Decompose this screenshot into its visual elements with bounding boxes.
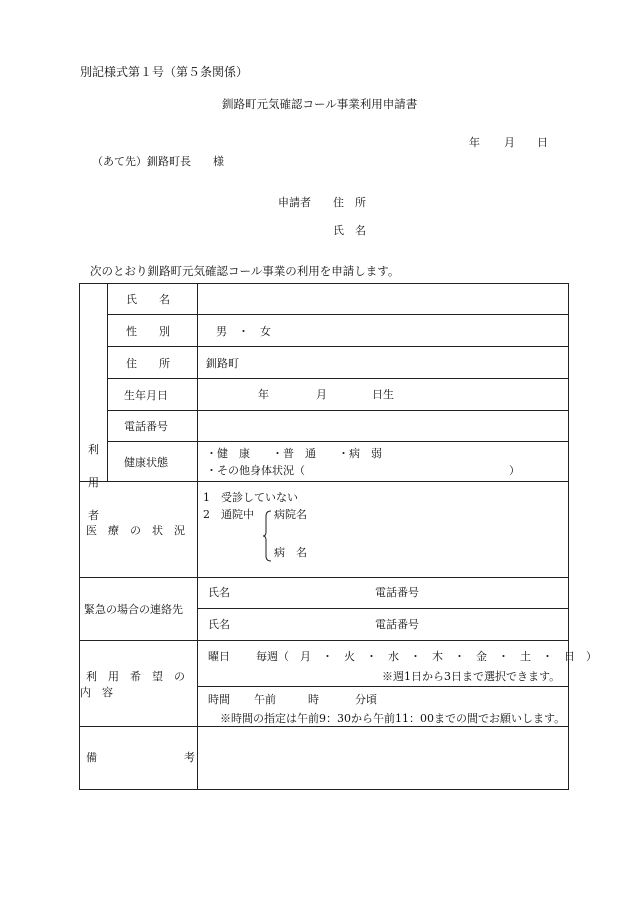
emergency-label: 緊急の場合の連絡先 bbox=[84, 603, 183, 616]
form-number: 別記様式第１号（第５条関係） bbox=[80, 65, 249, 79]
usage-label-cell bbox=[80, 641, 198, 727]
time-note: ※時間の指定は午前9：30から午前11：00までの間でお願いします。 bbox=[220, 711, 566, 725]
medical-label: 医 療 の 状 況 bbox=[86, 523, 185, 537]
user-label-char-2: 用 bbox=[88, 475, 99, 489]
user-phone-label: 電話番号 bbox=[108, 411, 198, 442]
remarks-field[interactable] bbox=[198, 727, 569, 790]
medical-field[interactable] bbox=[198, 482, 569, 578]
addressee: （あて先）釧路町長 様 bbox=[92, 155, 224, 168]
emergency-row-1 bbox=[80, 578, 569, 609]
usage-label: 利 用 希 望 の 内 容 bbox=[80, 669, 196, 699]
health-options[interactable]: ・健 康 ・普 通 ・病 弱 bbox=[206, 446, 382, 460]
applicant-name-label[interactable]: 氏 名 bbox=[333, 224, 366, 237]
emergency-phone-label-2: 電話番号 bbox=[375, 617, 419, 631]
user-health-row bbox=[80, 442, 569, 482]
user-label-char-3: 者 bbox=[88, 508, 99, 522]
applicant-address-label[interactable]: 住 所 bbox=[333, 196, 366, 209]
time-minute-label: 分頃 bbox=[355, 692, 377, 706]
user-birth-label: 生年月日 bbox=[108, 379, 198, 411]
user-phone-field[interactable] bbox=[198, 411, 569, 442]
health-other-label[interactable]: ・その他身体状況（ bbox=[206, 463, 305, 477]
weekday-label: 曜日 bbox=[208, 649, 230, 663]
user-section-label bbox=[80, 284, 108, 522]
time-hour-label: 時 bbox=[308, 692, 319, 706]
emergency-contact-1[interactable] bbox=[198, 578, 569, 609]
user-name-row bbox=[80, 284, 569, 315]
date-year: 年 bbox=[469, 136, 480, 149]
emergency-name-label-1: 氏名 bbox=[208, 586, 230, 599]
health-other-close: ） bbox=[509, 463, 520, 477]
user-address-field[interactable]: 釧路町 bbox=[198, 347, 569, 379]
hospital-name-label: 病院名 bbox=[274, 507, 307, 521]
birth-day-label: 日生 bbox=[372, 387, 394, 401]
medical-row bbox=[80, 482, 569, 578]
page-title: 釧路町元気確認コール事業利用申請書 bbox=[222, 97, 418, 111]
user-label-char-1: 利 bbox=[88, 442, 99, 456]
medical-option-2[interactable]: 2 通院中 bbox=[203, 507, 254, 521]
usage-time-field[interactable] bbox=[198, 687, 569, 727]
user-health-label: 健康状態 bbox=[108, 442, 198, 482]
user-address-row bbox=[80, 347, 569, 379]
birth-month-label: 月 bbox=[316, 387, 327, 401]
emergency-phone-label-1: 電話番号 bbox=[375, 586, 419, 599]
applicant-label: 申請者 bbox=[278, 196, 311, 209]
usage-weekday-row bbox=[80, 641, 569, 687]
user-name-label: 氏 名 bbox=[108, 284, 198, 315]
medical-option-1[interactable]: 1 受診していない bbox=[203, 490, 298, 504]
user-gender-row bbox=[80, 315, 569, 347]
birth-year-label: 年 bbox=[258, 387, 269, 401]
emergency-contact-2[interactable] bbox=[198, 609, 569, 641]
user-birth-row bbox=[80, 379, 569, 411]
remarks-row bbox=[80, 727, 569, 790]
user-address-label: 住 所 bbox=[108, 347, 198, 379]
usage-weekday-field[interactable] bbox=[198, 641, 597, 687]
intro-text: 次のとおり釧路町元気確認コール事業の利用を申請します。 bbox=[90, 264, 400, 278]
emergency-name-label-2: 氏名 bbox=[208, 617, 230, 631]
emergency-label-cell bbox=[80, 578, 198, 641]
date-month: 月 bbox=[504, 136, 515, 149]
weekday-note: ※週1日から3日まで選択できます。 bbox=[382, 669, 561, 683]
application-table bbox=[79, 283, 597, 790]
disease-name-label: 病 名 bbox=[274, 545, 307, 559]
user-phone-row bbox=[80, 411, 569, 442]
remarks-label-left: 備 bbox=[86, 751, 97, 764]
time-am-label: 午前 bbox=[254, 692, 276, 706]
date-day: 日 bbox=[537, 136, 548, 149]
remarks-label-right: 考 bbox=[184, 751, 195, 764]
medical-label-cell bbox=[80, 482, 198, 578]
user-health-field[interactable] bbox=[198, 442, 569, 482]
user-name-field[interactable] bbox=[198, 284, 569, 315]
weekday-options[interactable]: 毎週（ 月 ・ 火 ・ 水 ・ 木 ・ 金 ・ 土 ・ 日 ） bbox=[256, 649, 597, 663]
time-label: 時間 bbox=[208, 692, 230, 706]
user-birth-field[interactable] bbox=[198, 379, 569, 411]
remarks-label-cell bbox=[80, 727, 198, 790]
user-gender-label: 性 別 bbox=[108, 315, 198, 347]
brace-icon bbox=[262, 510, 272, 562]
user-gender-options[interactable]: 男 ・ 女 bbox=[198, 315, 569, 347]
